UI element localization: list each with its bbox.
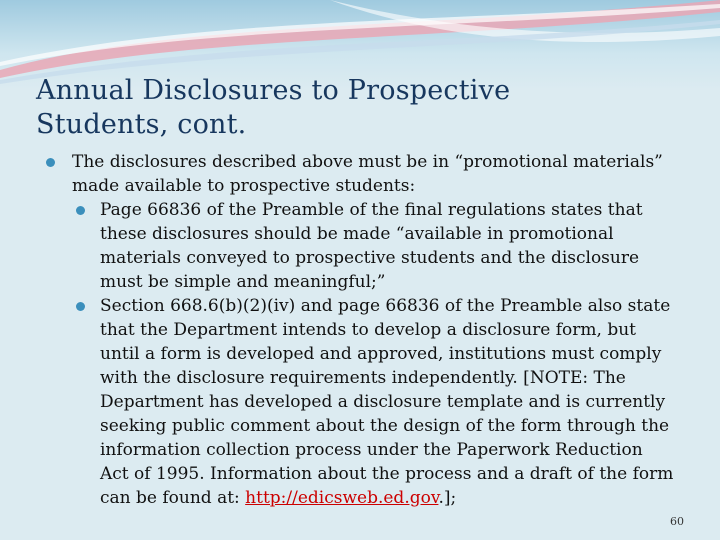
sub-bullet-text: Page 66836 of the Preamble of the final regulations states that these disclosures should be made “available in promotional materials conveyed to prospective students and the disclosure must be simple and meaningful;” xyxy=(100,200,643,292)
sub-bullet-item xyxy=(36,294,676,510)
bullet-dot-icon xyxy=(46,158,55,167)
bullet-item xyxy=(36,150,676,198)
title-line-2: Students, cont. xyxy=(36,109,247,140)
bullet-dot-icon xyxy=(76,206,85,215)
bullet-text: The disclosures described above must be in “promotional materials” made available to prospective students: xyxy=(72,152,663,196)
sub-bullet-text-end: .]; xyxy=(438,488,457,508)
title-line-1: Annual Disclosures to Prospective xyxy=(36,75,511,106)
bullet-dot-icon xyxy=(76,302,85,311)
slide-content xyxy=(36,150,676,510)
page-number: 60 xyxy=(670,515,684,528)
sub-bullet-text: Section 668.6(b)(2)(iv) and page 66836 of the Preamble also state that the Department intends to develop a disclosure form, but until a form is developed and approved, institutions must comply with the disclosure requirements independently. [NOTE: The Department has developed a disclosure template and is currently seeking public comment about the design of the form through the information collection process under the Paperwork Reduction Act of 1995. Information about the process and a draft of the form can be found at: xyxy=(100,296,674,508)
sub-bullet-item xyxy=(36,198,676,294)
edicsweb-link[interactable]: http://edicsweb.ed.gov xyxy=(245,488,439,508)
slide-title xyxy=(36,74,676,142)
